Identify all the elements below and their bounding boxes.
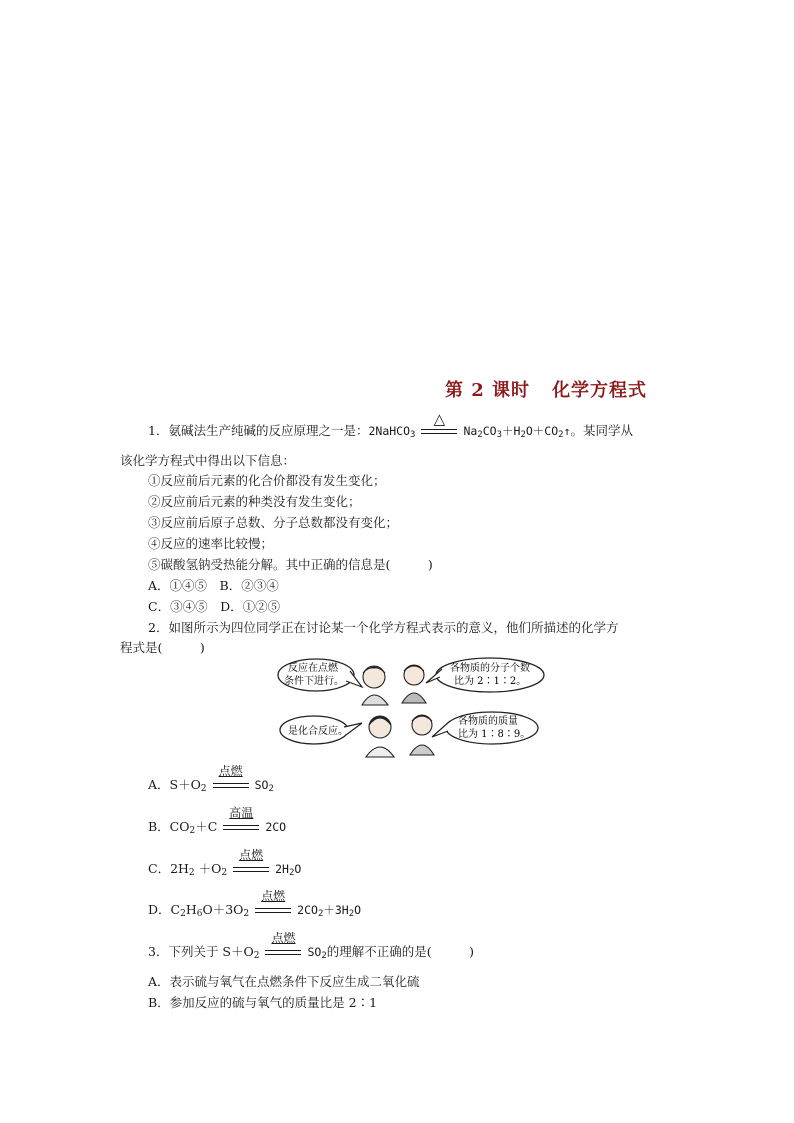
q3-arrow: 点燃 [265,949,301,957]
q2-option-d: D．$C_2H_6O+3O_2$ 点燃 $2CO_2+3H_2O$ [148,888,362,919]
bubble-3-text: 是化合反应。 [288,726,348,737]
q2-option-c: C．$2H_2 +O_2$ 点燃 $2H_2O$ [148,847,302,878]
q3-option-b: B．参加反应的硫与氧气的质量比是 2∶1 [148,995,378,1010]
q1-item-4: ④反应的速率比较慢； [148,536,274,551]
q1-stem-line1: 1．氨碱法生产纯碱的反应原理之一是：2NaHCO$_3$ △ $Na_2CO_3+H_2O+CO_2↑$。某同学从 [148,409,634,440]
page-title: 第 2 课时 化学方程式 [445,380,648,401]
q1-item-3: ③反应前后原子总数、分子总数都没有变化； [148,515,399,530]
bubble-2-line-1: 各物质的分子个数 [450,663,530,674]
q2-stem-line1: 2．如图所示为四位同学正在讨论某一个化学方程式表示的意义，他们所描述的化学方 [148,620,619,635]
q3-option-a: A．表示硫与氧气在点燃条件下反应生成二氧化硫 [148,974,420,989]
q1-equation-arrow: △ [421,428,457,436]
q2-option-a-arrow: 点燃 [213,782,249,790]
q1-stem-line2: 该化学方程式中得出以下信息： [120,453,296,468]
bubble-4-line-2: 比为 1∶8∶9。 [458,729,531,740]
student-figure-4 [410,715,434,755]
student-figure-1 [362,666,388,705]
q2-stem-line2: 程式是( ) [120,640,205,655]
discussion-illustration [276,657,546,759]
q1-item-2: ②反应前后元素的种类没有发生变化； [148,494,361,509]
q2-option-b: B．$CO_2+C$ 高温 2CO [148,805,287,836]
bubble-4-line-1: 各物质的质量 [458,716,518,727]
q2-option-b-arrow: 高温 [223,824,259,832]
q2-option-c-arrow: 点燃 [233,866,269,874]
student-figure-2 [402,665,426,703]
bubble-2-line-2: 比为 2∶1∶2。 [454,676,527,687]
q1-options-cd: C．③④⑤ D．①②⑤ [148,599,281,614]
q3-stem: 3．下列关于 $S+O_2$ 点燃 $SO_2$的理解不正确的是( ) [148,930,475,961]
q2-option-d-arrow: 点燃 [255,907,291,915]
student-figure-3 [366,716,394,757]
q2-option-a: A．$S+O_2$ 点燃 $SO_2$ [148,763,274,794]
speech-bubble-4-tail [432,721,450,737]
q1-options-ab: A．①④⑤ B．②③④ [148,578,279,593]
bubble-1-line-2: 条件下进行。 [284,676,344,687]
bubble-1-line-1: 反应在点燃 [288,663,338,674]
q1-item-5: ⑤碳酸氢钠受热能分解。其中正确的信息是( ) [148,557,433,572]
students-discussion-figure [276,657,546,759]
q1-item-1: ①反应前后元素的化合价都没有发生变化； [148,473,386,488]
